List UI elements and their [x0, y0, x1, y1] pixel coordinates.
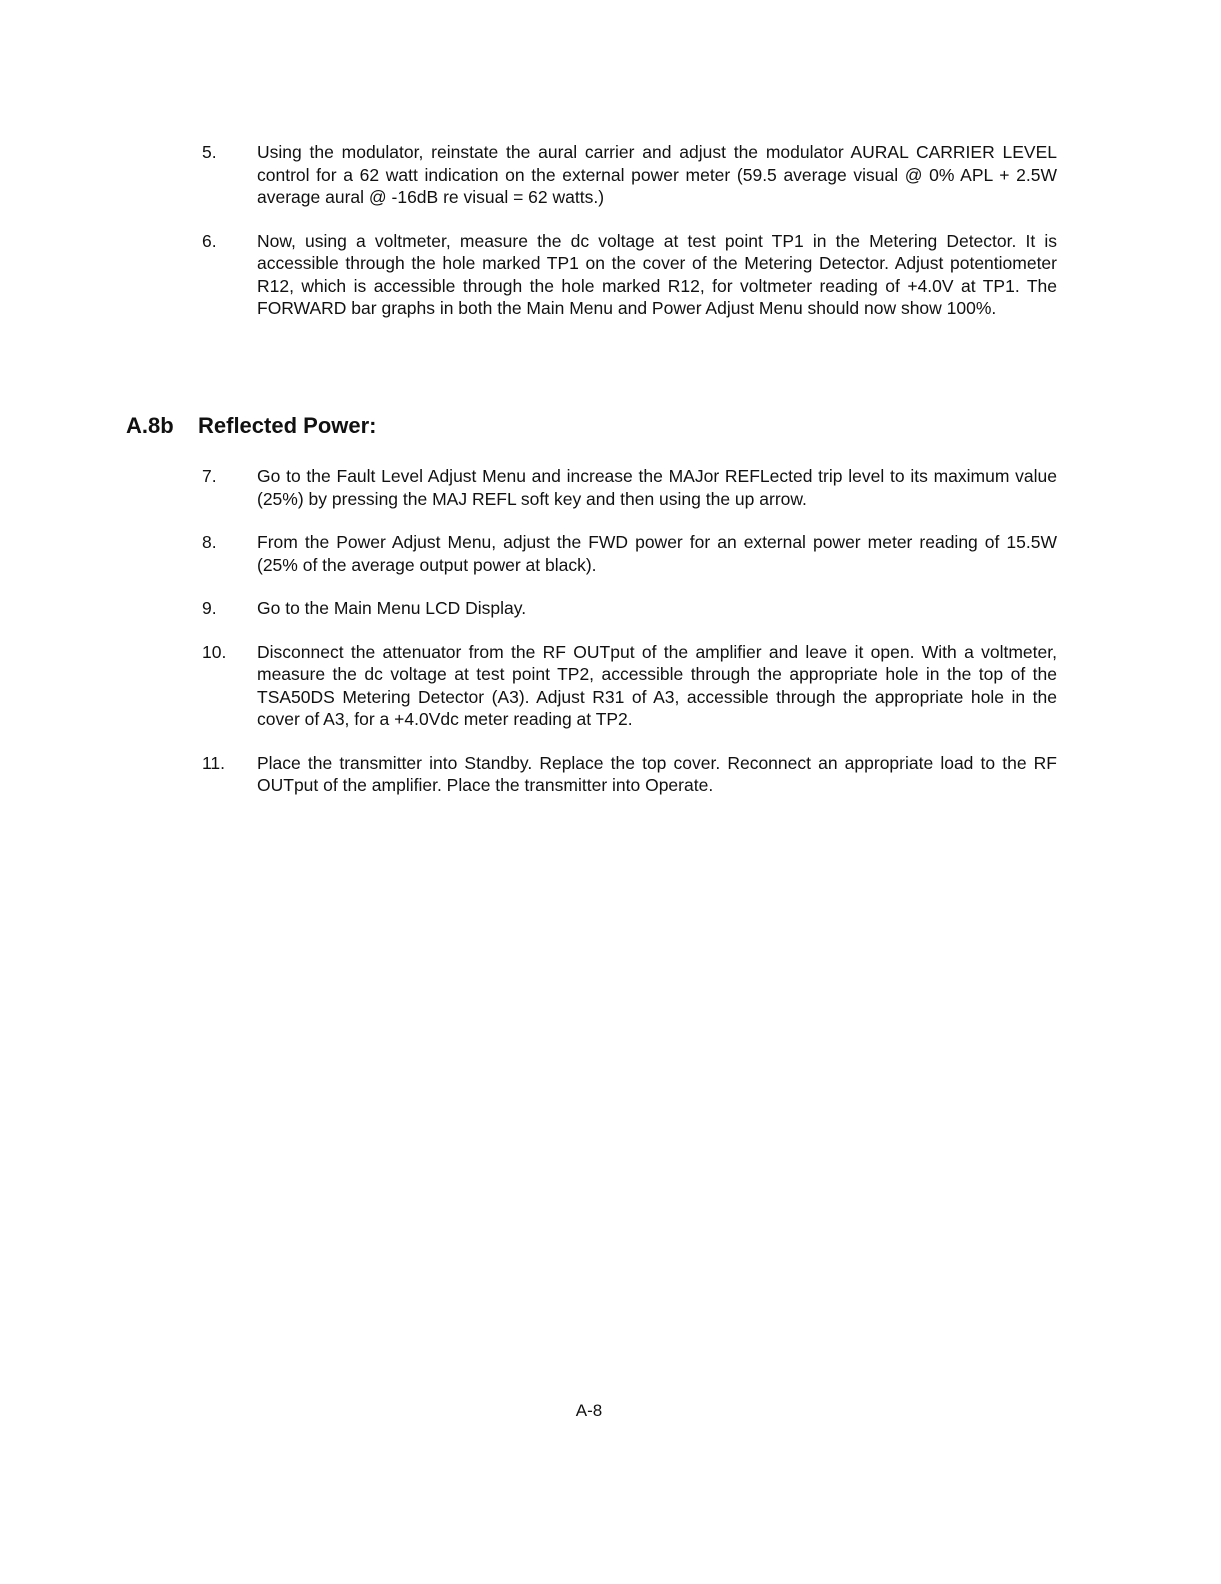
- step-item: [0, 597, 1221, 620]
- section-title: Reflected Power:: [198, 413, 377, 438]
- step-item: [0, 141, 1221, 209]
- step-text: Now, using a voltmeter, measure the dc voltage at test point TP1 in the Metering Detector. It is accessible through the hole marked TP1 on the cover of the Metering Detector. Adjust potentiometer R12, which is accessible through the hole marked R12, for voltmeter reading of +4.0V at TP1. The FORWARD bar graphs in both the Main Menu and Power Adjust Menu should now show 100%.: [257, 230, 1057, 318]
- step-item: [0, 465, 1221, 510]
- step-text: Place the transmitter into Standby. Replace the top cover. Reconnect an appropriate load to the RF OUTput of the amplifier. Place the transmitter into Operate.: [257, 752, 1057, 795]
- procedure-steps-part1: [0, 141, 1221, 320]
- step-number: 5.: [202, 142, 217, 162]
- step-number: 8.: [202, 532, 217, 552]
- step-number: 9.: [202, 598, 217, 618]
- page-number: A-8: [575, 1401, 603, 1420]
- step-number: 11.: [202, 752, 226, 773]
- step-item: [0, 752, 1221, 797]
- step-text: Disconnect the attenuator from the RF OUTput of the amplifier and leave it open. With a voltmeter, measure the dc voltage at test point TP2, accessible through the appropriate hole in the top of the TSA50DS Metering Detector (A3). Adjust R31 of A3, accessible through the appropriate hole in the cover of A3, for a +4.0Vdc meter reading at TP2.: [257, 641, 1057, 729]
- step-text: From the Power Adjust Menu, adjust the FWD power for an external power meter reading of 15.5W (25% of the average output power at black).: [257, 532, 1057, 575]
- step-item: [0, 230, 1221, 320]
- step-text: Go to the Main Menu LCD Display.: [257, 598, 527, 618]
- step-number: 6.: [202, 230, 217, 251]
- section-heading: [126, 412, 377, 440]
- step-text: Go to the Fault Level Adjust Menu and increase the MAJor REFLected trip level to its maximum value (25%) by pressing the MAJ REFL soft key and then using the up arrow.: [257, 466, 1057, 509]
- step-number: 10.: [202, 641, 227, 662]
- step-item: [0, 641, 1221, 731]
- section-id: A.8b: [126, 413, 174, 438]
- procedure-steps-part2: [0, 465, 1221, 797]
- step-item: [0, 531, 1221, 576]
- step-text: Using the modulator, reinstate the aural carrier and adjust the modulator AURAL CARRIER LEVEL control for a 62 watt indication on the external power meter (59.5 average visual @ 0% APL + 2.5W average aural @ -16dB re visual = 62 watts.): [257, 142, 1057, 207]
- step-number: 7.: [202, 466, 217, 486]
